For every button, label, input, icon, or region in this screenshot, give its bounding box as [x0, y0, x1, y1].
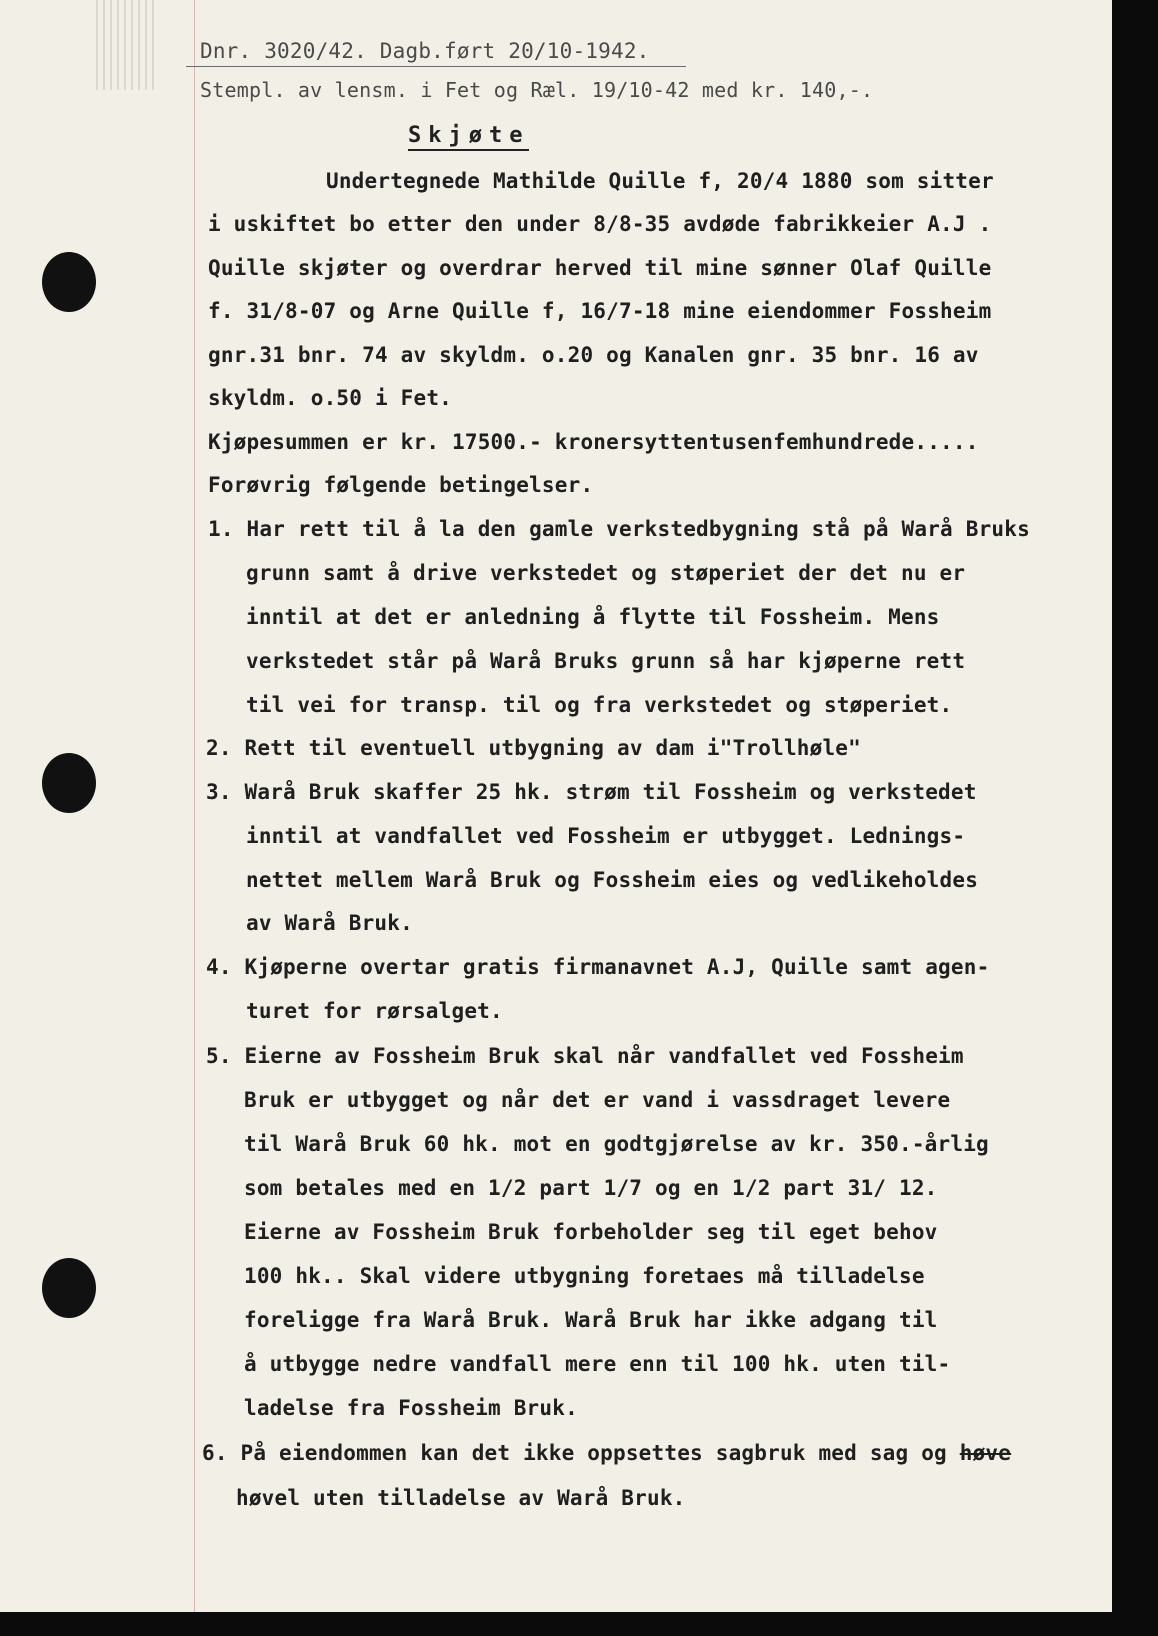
intro-line: f. 31/8-07 og Arne Quille f, 16/7-18 mine eiendommer Fossheim	[208, 299, 992, 323]
condition-5-line: 5. Eierne av Fossheim Bruk skal når vandfallet ved Fossheim	[206, 1044, 964, 1068]
condition-3-line: 3. Warå Bruk skaffer 25 hk. strøm til Fossheim og verkstedet	[206, 780, 977, 804]
condition-3-line: inntil at vandfallet ved Fossheim er utbygget. Lednings-	[246, 824, 966, 848]
intro-line: gnr.31 bnr. 74 av skyldm. o.20 og Kanalen gnr. 35 bnr. 16 av	[208, 343, 979, 367]
margin-rule	[194, 0, 195, 1612]
condition-5-line: ladelse fra Fossheim Bruk.	[244, 1396, 578, 1420]
intro-line: Undertegnede Mathilde Quille f, 20/4 1880 som sitter	[326, 169, 994, 193]
condition-4-line: 4. Kjøperne overtar gratis firmanavnet A.J, Quille samt agen-	[206, 955, 990, 979]
condition-5-line: 100 hk.. Skal videre utbygning foretaes må tilladelse	[244, 1264, 925, 1288]
condition-5-line: Eierne av Fossheim Bruk forbeholder seg til eget behov	[244, 1220, 938, 1244]
condition-6-line	[202, 1440, 1011, 1466]
intro-line: skyldm. o.50 i Fet.	[208, 386, 453, 410]
condition-2-line: 2. Rett til eventuell utbygning av dam i"Trollhøle"	[206, 736, 861, 760]
intro-line: Kjøpesummen er kr. 17500.- kronersyttentusenfemhundrede.....	[208, 430, 979, 454]
condition-1-line: 1. Har rett til å la den gamle verkstedbygning stå på Warå Bruks	[208, 517, 1030, 541]
condition-1-line: inntil at det er anledning å flytte til Fossheim. Mens	[246, 605, 940, 629]
condition-1-line: grunn samt å drive verkstedet og støperiet der det nu er	[246, 561, 966, 585]
condition-4-line: turet for rørsalget.	[246, 999, 503, 1023]
condition-1-line: verkstedet står på Warå Bruks grunn så har kjøperne rett	[246, 649, 966, 673]
struck-word: høve	[959, 1441, 1012, 1465]
condition-1-line: til vei for transp. til og fra verkstedet og støperiet.	[246, 693, 953, 717]
punch-hole	[42, 753, 96, 813]
condition-5-line: foreligge fra Warå Bruk. Warå Bruk har ikke adgang til	[244, 1308, 938, 1332]
margin-smudge	[96, 0, 156, 90]
header-registration: Dnr. 3020/42. Dagb.ført 20/10-1942.	[200, 39, 650, 63]
condition-6-line: høvel uten tilladelse av Warå Bruk.	[236, 1486, 686, 1510]
punch-hole	[42, 252, 96, 312]
punch-hole	[42, 1258, 96, 1318]
condition-3-line: av Warå Bruk.	[246, 911, 413, 935]
intro-line: Quille skjøter og overdrar herved til mine sønner Olaf Quille	[208, 256, 992, 280]
condition-5-line: å utbygge nedre vandfall mere enn til 100 hk. uten til-	[244, 1352, 951, 1376]
intro-line: Forøvrig følgende betingelser.	[208, 473, 594, 497]
condition-5-line: som betales med en 1/2 part 1/7 og en 1/2 part 31/ 12.	[244, 1176, 938, 1200]
condition-3-line: nettet mellem Warå Bruk og Fossheim eies og vedlikeholdes	[246, 868, 979, 892]
header-underline	[186, 66, 686, 67]
document-title: Skjøte	[408, 123, 529, 151]
condition-5-line: til Warå Bruk 60 hk. mot en godtgjørelse av kr. 350.-årlig	[244, 1132, 989, 1156]
condition-5-line: Bruk er utbygget og når det er vand i vassdraget levere	[244, 1088, 951, 1112]
intro-line: i uskiftet bo etter den under 8/8-35 avdøde fabrikkeier A.J .	[208, 212, 992, 236]
condition-6-text: 6. På eiendommen kan det ikke oppsettes sagbruk med sag og	[202, 1441, 947, 1465]
header-stamp: Stempl. av lensm. i Fet og Ræl. 19/10-42 med kr. 140,-.	[200, 78, 874, 102]
